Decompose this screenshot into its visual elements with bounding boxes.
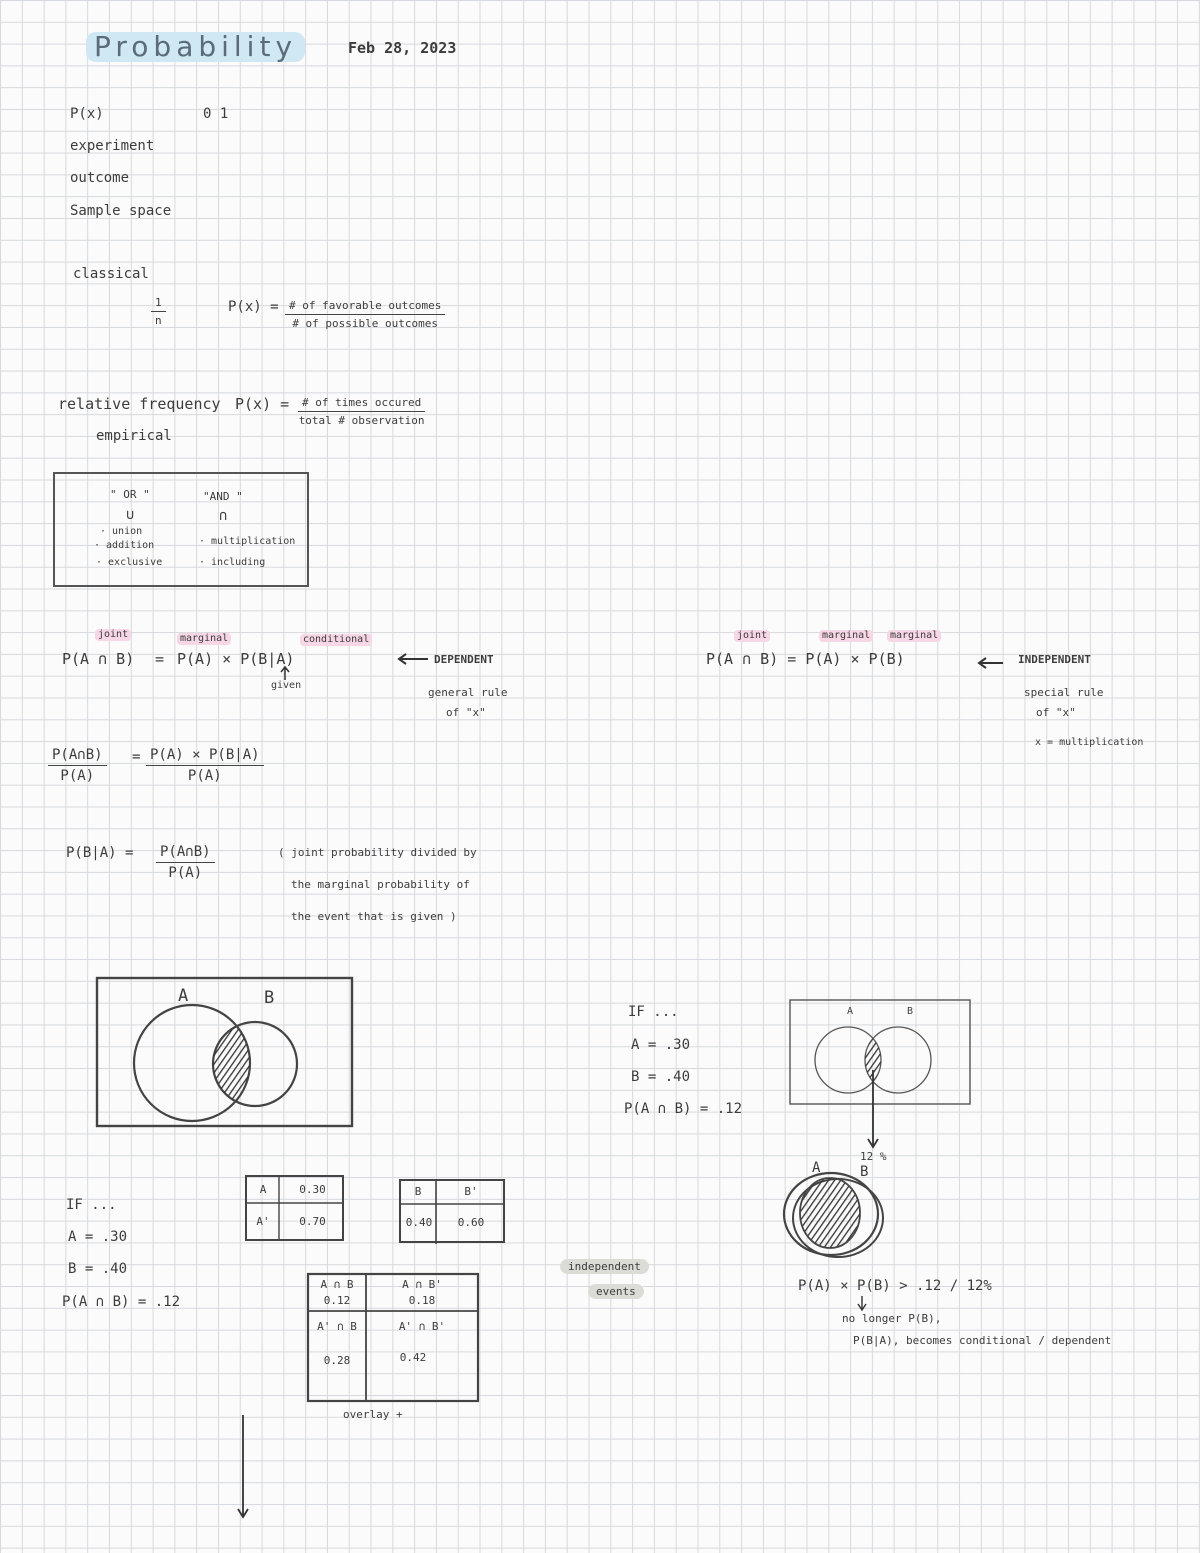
special-rule-line2: of "x" bbox=[1036, 706, 1076, 719]
derivation-left-fraction: $\frac{P(A\cap B)}{P(A)}$ bbox=[48, 747, 107, 784]
venn-small-label-a: A bbox=[847, 1006, 854, 1017]
conclusion-line3: P(B|A), becomes conditional / dependent bbox=[853, 1334, 1112, 1347]
or-label: " OR " bbox=[110, 488, 150, 501]
example-left-b: B = .40 bbox=[68, 1261, 128, 1277]
given-arrow bbox=[281, 667, 289, 680]
example-right-if: IF ... bbox=[628, 1004, 679, 1020]
table-b-v1: 0.40 bbox=[405, 1216, 433, 1229]
conclusion-line1: P(A) × P(B) > .12 / 12% bbox=[798, 1278, 992, 1294]
marginal-tag: marginal bbox=[177, 633, 231, 645]
example-right-ab: P(A ∩ B) = .12 bbox=[624, 1101, 743, 1117]
conditional-fraction: $\frac{P(A\cap B)}{P(A)}$ bbox=[156, 844, 215, 881]
classical-px: P(x) = bbox=[228, 299, 279, 315]
venn-small-label-b: B bbox=[907, 1006, 914, 1017]
relative-px: P(x) = bbox=[235, 395, 290, 413]
given-label: given bbox=[271, 680, 302, 691]
px-label: P(x) bbox=[70, 106, 104, 122]
dependent-formula-left: P(A ∩ B) bbox=[62, 650, 135, 668]
independent-arrow bbox=[979, 658, 1003, 668]
page-title: Probability bbox=[86, 32, 305, 62]
marginal-tag-1: marginal bbox=[819, 630, 873, 642]
general-rule-line2: of "x" bbox=[446, 706, 486, 719]
independent-events-line1: independent bbox=[560, 1259, 649, 1274]
overlap-percent: 12 % bbox=[860, 1150, 887, 1163]
overlap-label-b: B bbox=[860, 1164, 869, 1180]
or-item-exclusive: · exclusive bbox=[96, 557, 163, 568]
example-right-b: B = .40 bbox=[631, 1069, 691, 1085]
venn-small-down-arrow bbox=[868, 1070, 878, 1147]
joint-tag-independent: joint bbox=[734, 630, 770, 642]
example-left-if: IF ... bbox=[66, 1197, 117, 1213]
conclusion-line2: no longer P(B), bbox=[842, 1312, 942, 1325]
classical-label: classical bbox=[73, 266, 149, 282]
joint-c21-value: 0.28 bbox=[323, 1354, 351, 1367]
independent-label: INDEPENDENT bbox=[1018, 653, 1091, 666]
table-b-h1: B bbox=[414, 1185, 422, 1198]
table-b-h2: B' bbox=[464, 1185, 478, 1198]
joint-c22-value: 0.42 bbox=[399, 1351, 427, 1364]
example-left-ab: P(A ∩ B) = .12 bbox=[62, 1294, 181, 1310]
special-rule-line1: special rule bbox=[1024, 686, 1104, 699]
general-rule-line1: general rule bbox=[428, 686, 508, 699]
long-down-arrow bbox=[238, 1415, 248, 1517]
overlay-caption: overlay + bbox=[343, 1408, 403, 1421]
example-right-a: A = .30 bbox=[631, 1037, 691, 1053]
joint-c11-label: A ∩ B bbox=[320, 1278, 354, 1291]
classical-fraction: # of favorable outcomes # of possible outcomes bbox=[285, 299, 445, 330]
dependent-formula-eq: = bbox=[155, 650, 165, 668]
table-a-r1-value: 0.30 bbox=[299, 1183, 326, 1196]
derivation-eq: = bbox=[132, 749, 141, 765]
venn-large-label-a: A bbox=[178, 986, 189, 1006]
or-item-union: · union bbox=[100, 526, 143, 537]
example-left-a: A = .30 bbox=[68, 1229, 128, 1245]
relative-frequency-label: relative frequency bbox=[58, 395, 221, 413]
overlap-label-a: A bbox=[812, 1160, 821, 1176]
joint-c12-label: A ∩ B' bbox=[402, 1278, 442, 1291]
conclusion-arrow bbox=[858, 1296, 866, 1310]
conditional-note-3: the event that is given ) bbox=[291, 910, 457, 923]
dependent-formula-right: P(A) × P(B|A) bbox=[177, 650, 295, 668]
table-a-r2-label: A' bbox=[256, 1215, 270, 1228]
joint-c22-label: A' ∩ B' bbox=[398, 1320, 446, 1333]
independent-formula: P(A ∩ B) = P(A) × P(B) bbox=[706, 650, 905, 668]
term-sample-space: Sample space bbox=[70, 203, 172, 219]
and-item-multiplication: · multiplication bbox=[199, 536, 296, 547]
and-label: "AND " bbox=[203, 490, 243, 503]
table-a-r1-label: A bbox=[259, 1183, 267, 1196]
relative-fraction: # of times occured total # observation bbox=[298, 396, 425, 427]
empirical-label: empirical bbox=[96, 428, 172, 444]
joint-c21-label: A' ∩ B bbox=[317, 1320, 357, 1333]
intersection-symbol: ∩ bbox=[219, 508, 228, 524]
conditional-note-1: ( joint probability divided by bbox=[278, 846, 477, 859]
term-experiment: experiment bbox=[70, 138, 155, 154]
independent-events-line2: events bbox=[588, 1284, 644, 1299]
dependent-arrow bbox=[399, 654, 428, 664]
dependent-label: DEPENDENT bbox=[434, 653, 494, 666]
term-outcome: outcome bbox=[70, 170, 130, 186]
probability-range: 0 1 bbox=[203, 106, 229, 122]
multiplication-note: x = multiplication bbox=[1035, 737, 1144, 748]
joint-c11-value: 0.12 bbox=[323, 1294, 351, 1307]
union-symbol: ∪ bbox=[126, 507, 135, 523]
conditional-note-2: the marginal probability of bbox=[291, 878, 470, 891]
conditional-tag: conditional bbox=[300, 634, 372, 646]
marginal-tag-2: marginal bbox=[887, 630, 941, 642]
conditional-lhs: P(B|A) = bbox=[66, 845, 134, 861]
or-item-addition: · addition bbox=[94, 540, 155, 551]
joint-tag: joint bbox=[95, 629, 131, 641]
one-over-n: $\frac{1}{n}$ bbox=[151, 296, 166, 327]
table-a-r2-value: 0.70 bbox=[299, 1215, 326, 1228]
venn-large-label-b: B bbox=[264, 988, 275, 1008]
table-b-v2: 0.60 bbox=[457, 1216, 485, 1229]
derivation-right-fraction: $\frac{P(A) \times P(B|A)}{P(A)}$ bbox=[146, 747, 264, 784]
joint-c12-value: 0.18 bbox=[408, 1294, 436, 1307]
page-date: Feb 28, 2023 bbox=[348, 39, 457, 57]
and-item-including: · including bbox=[199, 557, 266, 568]
